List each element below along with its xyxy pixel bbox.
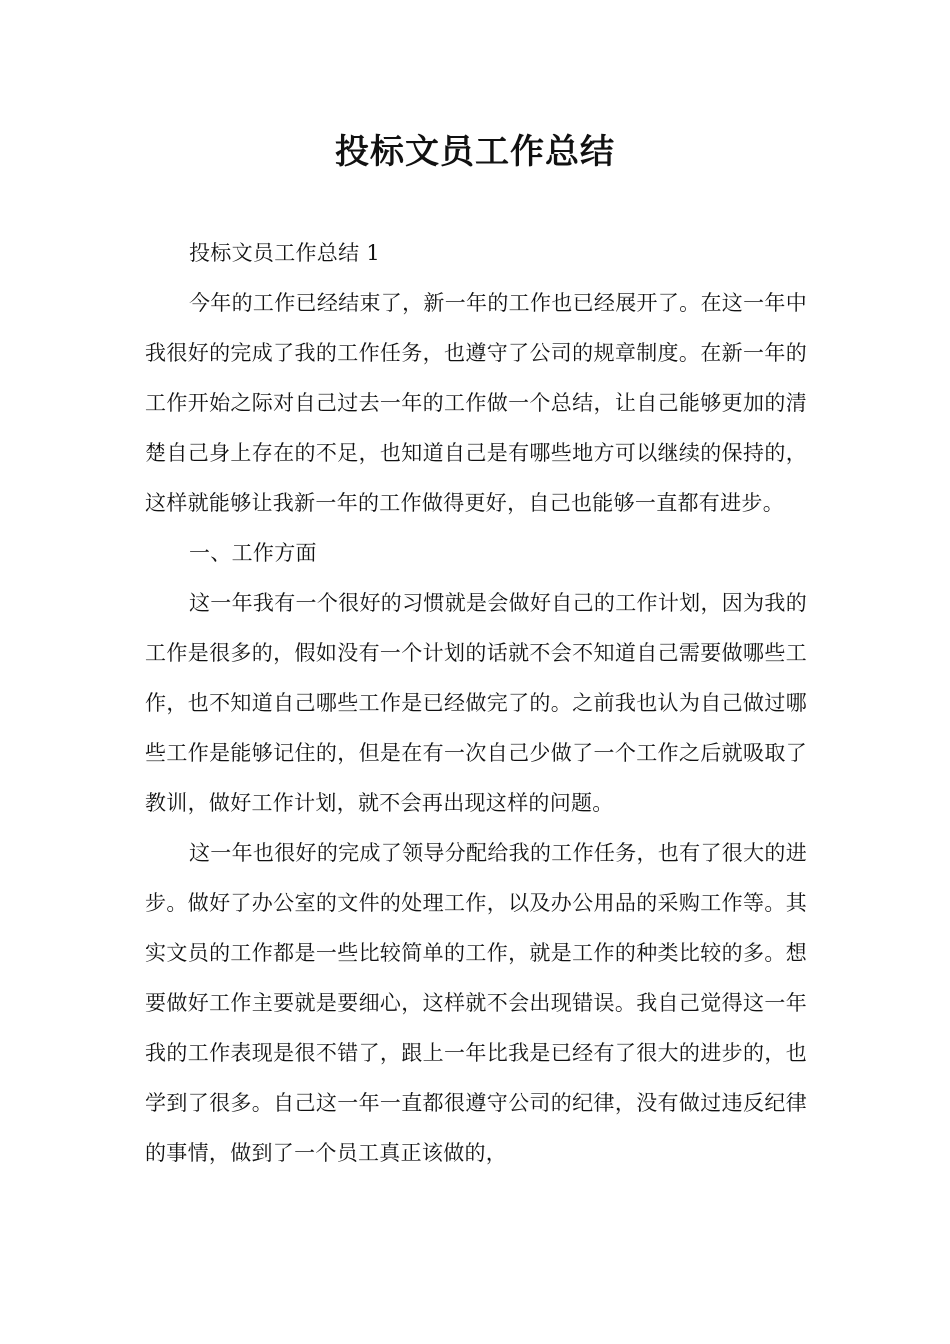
section-heading: 投标文员工作总结 1 xyxy=(189,241,381,265)
paragraph: 这一年也很好的完成了领导分配给我的工作任务，也有了很大的进步。做好了办公室的文件的处理工作，以及办公用品的采购工作等。其实文员的工作都是一些比较简单的工作，就是工作的种类比较的多。想要做好工作主要就是要细心，这样就不会出现错误。我自己觉得这一年我的工作表现是很不错了，跟上一年比我是已经有了很大的进步的，也学到了很多。自己这一年一直都很遵守公司的纪律，没有做过违反纪律的事情，做到了一个员工真正该做的， xyxy=(145,841,807,1165)
paragraph: 今年的工作已经结束了，新一年的工作也已经展开了。在这一年中我很好的完成了我的工作任务，也遵守了公司的规章制度。在新一年的工作开始之际对自己过去一年的工作做一个总结，让自己能够更加的清楚自己身上存在的不足，也知道自己是有哪些地方可以继续的保持的，这样就能够让我新一年的工作做得更好，自己也能够一直都有进步。 xyxy=(145,291,807,515)
document-title: 投标文员工作总结 xyxy=(335,132,615,172)
paragraph: 这一年我有一个很好的习惯就是会做好自己的工作计划，因为我的工作是很多的，假如没有一个计划的话就不会不知道自己需要做哪些工作，也不知道自己哪些工作是已经做完了的。之前我也认为自己做过哪些工作是能够记住的，但是在有一次自己少做了一个工作之后就吸取了教训，做好工作计划，就不会再出现这样的问题。 xyxy=(145,591,807,815)
document-body xyxy=(145,228,807,1178)
section-heading: 一、工作方面 xyxy=(189,541,317,565)
